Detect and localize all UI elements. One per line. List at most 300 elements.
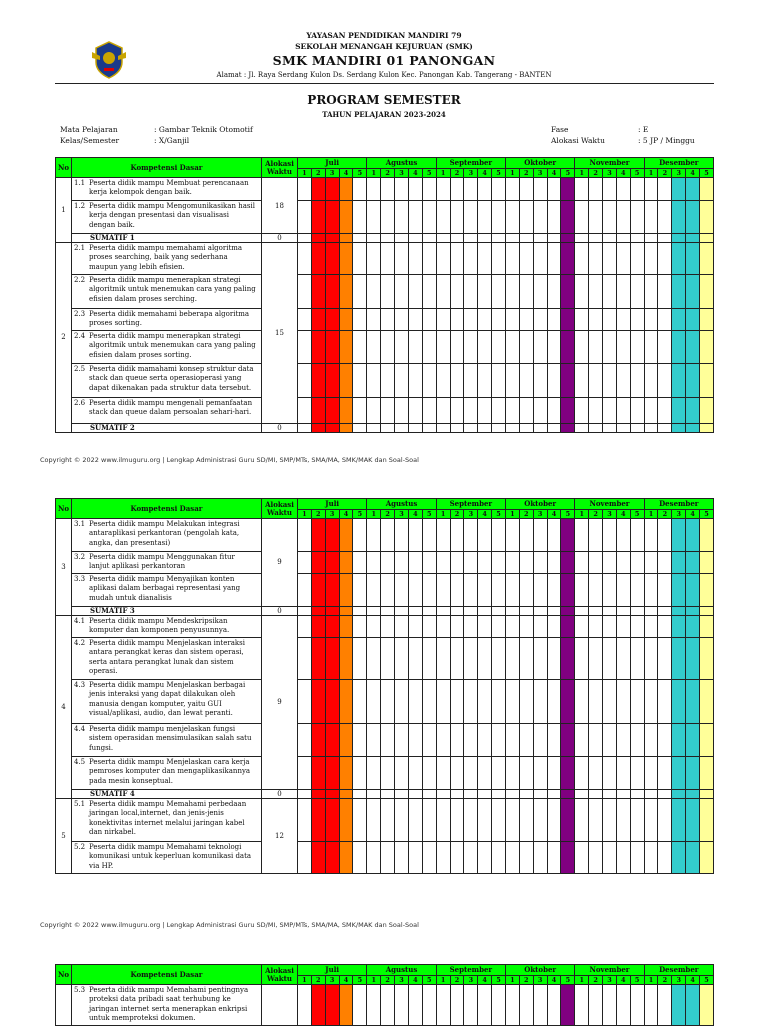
week-cell xyxy=(436,201,450,234)
week-cell xyxy=(561,789,575,798)
week-cell xyxy=(395,723,409,756)
week-cell xyxy=(339,201,353,234)
week-cell xyxy=(700,330,714,363)
week-cell xyxy=(325,723,339,756)
week-cell xyxy=(533,637,547,679)
week-cell xyxy=(630,573,644,606)
month-header: Desember xyxy=(644,965,713,976)
week-cell xyxy=(630,789,644,798)
week-cell xyxy=(561,615,575,637)
week-cell xyxy=(603,637,617,679)
week-cell xyxy=(492,519,506,552)
week-cell xyxy=(367,363,381,397)
week-cell xyxy=(464,243,478,275)
week-cell xyxy=(519,201,533,234)
week-cell xyxy=(408,423,422,432)
week-cell xyxy=(589,841,603,873)
kd-row xyxy=(56,841,714,873)
week-header: 2 xyxy=(658,169,672,178)
week-cell xyxy=(630,679,644,723)
week-cell xyxy=(644,330,658,363)
week-cell xyxy=(616,275,630,309)
col-no-header: No xyxy=(56,965,72,985)
week-cell xyxy=(616,234,630,243)
week-cell xyxy=(575,615,589,637)
week-cell xyxy=(630,756,644,789)
week-cell xyxy=(325,789,339,798)
kd-number: 5.1 xyxy=(74,799,86,808)
week-cell xyxy=(658,573,672,606)
week-cell xyxy=(603,756,617,789)
week-cell xyxy=(700,178,714,201)
week-cell xyxy=(506,606,520,615)
week-cell xyxy=(686,798,700,841)
week-cell xyxy=(311,798,325,841)
week-cell xyxy=(422,243,436,275)
week-cell xyxy=(519,606,533,615)
week-cell xyxy=(422,756,436,789)
kd-row xyxy=(56,363,714,397)
week-cell xyxy=(589,275,603,309)
week-cell xyxy=(464,798,478,841)
week-header: 1 xyxy=(506,169,520,178)
week-cell xyxy=(589,789,603,798)
week-cell xyxy=(381,637,395,679)
kd-cell xyxy=(72,178,262,201)
week-cell xyxy=(436,841,450,873)
week-cell xyxy=(450,985,464,1026)
kd-cell xyxy=(72,309,262,331)
week-cell xyxy=(575,789,589,798)
week-cell xyxy=(353,309,367,331)
week-cell xyxy=(422,201,436,234)
program-table-page-2 xyxy=(55,498,714,874)
week-cell xyxy=(298,243,312,275)
week-cell xyxy=(644,363,658,397)
week-cell xyxy=(298,397,312,423)
week-cell xyxy=(658,789,672,798)
kd-row xyxy=(56,637,714,679)
week-cell xyxy=(547,309,561,331)
month-header: Oktober xyxy=(506,499,575,510)
week-cell xyxy=(436,606,450,615)
week-cell xyxy=(561,985,575,1026)
week-cell xyxy=(658,397,672,423)
week-cell xyxy=(575,423,589,432)
week-cell xyxy=(672,679,686,723)
week-cell xyxy=(547,789,561,798)
week-cell xyxy=(436,178,450,201)
week-cell xyxy=(589,178,603,201)
week-cell xyxy=(658,330,672,363)
week-cell xyxy=(686,637,700,679)
week-cell xyxy=(547,756,561,789)
week-cell xyxy=(547,798,561,841)
week-header: 1 xyxy=(575,510,589,519)
week-cell xyxy=(672,552,686,574)
week-cell xyxy=(589,552,603,574)
week-cell xyxy=(700,552,714,574)
week-header: 3 xyxy=(464,976,478,985)
week-header: 1 xyxy=(436,169,450,178)
week-cell xyxy=(533,723,547,756)
week-cell xyxy=(464,552,478,574)
week-cell xyxy=(700,234,714,243)
week-cell xyxy=(367,309,381,331)
week-cell xyxy=(353,178,367,201)
week-cell xyxy=(686,234,700,243)
week-cell xyxy=(478,615,492,637)
week-cell xyxy=(700,615,714,637)
school-name: SMK MANDIRI 01 PANONGAN xyxy=(272,53,496,68)
week-cell xyxy=(367,756,381,789)
week-cell xyxy=(616,309,630,331)
week-cell xyxy=(464,756,478,789)
week-cell xyxy=(381,275,395,309)
week-cell xyxy=(644,679,658,723)
week-cell xyxy=(325,363,339,397)
week-cell xyxy=(339,178,353,201)
week-cell xyxy=(658,519,672,552)
week-cell xyxy=(381,723,395,756)
alokasi-value: : 5 JP / Minggu xyxy=(638,136,695,145)
week-cell xyxy=(311,243,325,275)
week-cell xyxy=(561,606,575,615)
week-cell xyxy=(422,397,436,423)
week-header: 5 xyxy=(492,976,506,985)
week-cell xyxy=(353,723,367,756)
week-cell xyxy=(492,606,506,615)
week-cell xyxy=(616,985,630,1026)
week-cell xyxy=(436,789,450,798)
week-header: 4 xyxy=(547,976,561,985)
week-header: 4 xyxy=(408,976,422,985)
week-cell xyxy=(464,723,478,756)
col-kd-header: Kompetensi Dasar xyxy=(72,499,262,519)
week-cell xyxy=(381,178,395,201)
week-cell xyxy=(603,309,617,331)
kd-row xyxy=(56,679,714,723)
kd-row xyxy=(56,552,714,574)
week-cell xyxy=(672,637,686,679)
week-cell xyxy=(311,275,325,309)
month-header: November xyxy=(575,158,644,169)
kd-number: 3.2 xyxy=(74,553,86,561)
week-cell xyxy=(575,234,589,243)
week-cell xyxy=(616,573,630,606)
week-cell xyxy=(533,552,547,574)
week-cell xyxy=(533,756,547,789)
week-header: 2 xyxy=(519,976,533,985)
week-cell xyxy=(506,201,520,234)
kd-cell xyxy=(72,201,262,234)
week-cell xyxy=(492,985,506,1026)
kd-cell xyxy=(72,243,262,275)
kd-number: 2.6 xyxy=(74,398,86,407)
kd-text: Peserta didik mampu menerapkan strategi algoritmik untuk menemukan cara yang paling efisien dalam proses serching. xyxy=(89,276,256,303)
week-cell xyxy=(422,330,436,363)
week-cell xyxy=(464,985,478,1026)
week-cell xyxy=(561,363,575,397)
week-cell xyxy=(311,201,325,234)
week-cell xyxy=(298,789,312,798)
week-cell xyxy=(353,519,367,552)
week-cell xyxy=(492,723,506,756)
week-cell xyxy=(395,363,409,397)
week-cell xyxy=(672,723,686,756)
sumatif-value: 0 xyxy=(262,606,298,615)
week-cell xyxy=(450,552,464,574)
kd-cell xyxy=(72,637,262,679)
week-cell xyxy=(658,178,672,201)
week-cell xyxy=(700,397,714,423)
kd-row xyxy=(56,178,714,201)
week-cell xyxy=(672,330,686,363)
week-cell xyxy=(436,723,450,756)
week-cell xyxy=(311,606,325,615)
week-cell xyxy=(367,243,381,275)
week-cell xyxy=(589,201,603,234)
fase-value: : E xyxy=(638,125,649,134)
week-cell xyxy=(353,275,367,309)
week-cell xyxy=(478,606,492,615)
week-cell xyxy=(325,243,339,275)
week-header: 1 xyxy=(367,169,381,178)
week-cell xyxy=(630,363,644,397)
month-header: Agustus xyxy=(367,965,436,976)
week-cell xyxy=(478,330,492,363)
week-cell xyxy=(408,275,422,309)
week-cell xyxy=(450,606,464,615)
kd-cell xyxy=(72,330,262,363)
week-cell xyxy=(381,552,395,574)
week-cell xyxy=(395,756,409,789)
week-cell xyxy=(603,234,617,243)
week-cell xyxy=(658,201,672,234)
week-cell xyxy=(589,606,603,615)
week-cell xyxy=(450,789,464,798)
kd-text: Peserta didik mampu Menyajikan konten aplikasi dalam berbagai representasi yang mudah untuk dianalisis xyxy=(89,574,241,602)
week-cell xyxy=(436,243,450,275)
week-cell xyxy=(686,723,700,756)
week-cell xyxy=(408,234,422,243)
copyright-2: Copyright © 2022 www.ilmuguru.org | Lengkap Administrasi Guru SD/MI, SMP/MTs, SMA/MA, SMK/MAK dan Soal-Soal xyxy=(40,921,419,929)
kd-cell xyxy=(72,841,262,873)
week-cell xyxy=(478,841,492,873)
week-cell xyxy=(325,798,339,841)
week-cell xyxy=(450,363,464,397)
week-cell xyxy=(450,234,464,243)
week-cell xyxy=(298,723,312,756)
week-cell xyxy=(519,275,533,309)
week-cell xyxy=(686,178,700,201)
week-cell xyxy=(450,519,464,552)
week-cell xyxy=(381,423,395,432)
week-cell xyxy=(492,275,506,309)
col-no-header: No xyxy=(56,499,72,519)
week-cell xyxy=(589,234,603,243)
week-cell xyxy=(700,573,714,606)
week-cell xyxy=(325,234,339,243)
week-cell xyxy=(395,679,409,723)
week-cell xyxy=(478,519,492,552)
week-cell xyxy=(533,275,547,309)
week-cell xyxy=(519,330,533,363)
week-cell xyxy=(408,615,422,637)
week-cell xyxy=(506,275,520,309)
week-cell xyxy=(616,552,630,574)
week-cell xyxy=(672,573,686,606)
foundation-name: YAYASAN PENDIDIKAN MANDIRI 79 xyxy=(306,31,462,40)
week-cell xyxy=(436,519,450,552)
kd-number: 4.4 xyxy=(74,724,86,733)
week-header: 2 xyxy=(381,976,395,985)
week-cell xyxy=(533,178,547,201)
week-cell xyxy=(644,423,658,432)
week-cell xyxy=(658,723,672,756)
week-cell xyxy=(616,637,630,679)
week-cell xyxy=(408,841,422,873)
week-cell xyxy=(575,243,589,275)
week-cell xyxy=(533,363,547,397)
week-cell xyxy=(339,423,353,432)
week-cell xyxy=(672,309,686,331)
week-cell xyxy=(519,519,533,552)
week-cell xyxy=(700,789,714,798)
col-alokasi-header: Alokasi Waktu xyxy=(262,499,298,519)
week-cell xyxy=(547,363,561,397)
week-cell xyxy=(298,234,312,243)
kd-number: 2.3 xyxy=(74,310,86,318)
week-cell xyxy=(686,519,700,552)
week-cell xyxy=(700,309,714,331)
week-cell xyxy=(422,789,436,798)
week-header: 4 xyxy=(686,169,700,178)
week-cell xyxy=(381,606,395,615)
week-cell xyxy=(464,397,478,423)
week-cell xyxy=(672,798,686,841)
week-cell xyxy=(478,723,492,756)
week-header: 1 xyxy=(367,510,381,519)
week-header: 3 xyxy=(325,510,339,519)
week-cell xyxy=(547,552,561,574)
week-cell xyxy=(478,178,492,201)
week-cell xyxy=(492,178,506,201)
week-cell xyxy=(450,615,464,637)
week-cell xyxy=(298,985,312,1026)
week-cell xyxy=(492,243,506,275)
week-cell xyxy=(395,275,409,309)
week-header: 2 xyxy=(519,169,533,178)
month-header: Agustus xyxy=(367,158,436,169)
page-title: PROGRAM SEMESTER xyxy=(307,93,461,107)
week-cell xyxy=(325,573,339,606)
week-cell xyxy=(464,309,478,331)
month-header: November xyxy=(575,499,644,510)
week-cell xyxy=(353,423,367,432)
month-header: Juli xyxy=(298,499,367,510)
week-cell xyxy=(603,798,617,841)
week-cell xyxy=(339,573,353,606)
week-cell xyxy=(589,615,603,637)
week-cell xyxy=(700,519,714,552)
week-cell xyxy=(630,397,644,423)
week-cell xyxy=(575,178,589,201)
week-cell xyxy=(298,275,312,309)
week-cell xyxy=(672,841,686,873)
week-cell xyxy=(533,234,547,243)
week-cell xyxy=(492,201,506,234)
week-cell xyxy=(630,552,644,574)
week-cell xyxy=(311,615,325,637)
week-cell xyxy=(616,363,630,397)
kd-text: Peserta didik mampu Menjelaskan cara kerja pemroses komputer dan mengaplikasikannya pada mesin konseptual. xyxy=(89,757,251,785)
week-cell xyxy=(381,573,395,606)
week-cell xyxy=(381,841,395,873)
week-cell xyxy=(381,201,395,234)
kd-cell xyxy=(72,985,262,1026)
week-cell xyxy=(492,363,506,397)
week-cell xyxy=(339,234,353,243)
week-cell xyxy=(325,841,339,873)
week-cell xyxy=(658,985,672,1026)
week-cell xyxy=(519,397,533,423)
kd-cell xyxy=(72,519,262,552)
week-cell xyxy=(672,243,686,275)
week-cell xyxy=(686,985,700,1026)
week-cell xyxy=(353,363,367,397)
week-cell xyxy=(686,552,700,574)
kd-cell xyxy=(72,363,262,397)
week-cell xyxy=(339,275,353,309)
week-cell xyxy=(395,423,409,432)
kd-number: 3.3 xyxy=(74,574,86,583)
week-header: 3 xyxy=(395,510,409,519)
week-cell xyxy=(395,573,409,606)
week-cell xyxy=(644,606,658,615)
week-cell xyxy=(644,615,658,637)
week-cell xyxy=(700,243,714,275)
week-cell xyxy=(450,756,464,789)
week-header: 5 xyxy=(630,510,644,519)
week-cell xyxy=(408,243,422,275)
week-header: 5 xyxy=(353,976,367,985)
week-cell xyxy=(422,309,436,331)
month-header: Juli xyxy=(298,158,367,169)
group-number: 3 xyxy=(56,519,72,616)
week-cell xyxy=(408,756,422,789)
week-cell xyxy=(353,985,367,1026)
week-header: 3 xyxy=(603,976,617,985)
week-header: 2 xyxy=(450,976,464,985)
week-cell xyxy=(630,606,644,615)
sumatif-label: SUMATIF 1 xyxy=(72,234,262,243)
kd-text: Peserta didik mampu Melakukan integrasi antaraplikasi perkantoran (pengolah kata, angka, dan presentasi) xyxy=(89,520,240,547)
week-header: 4 xyxy=(478,976,492,985)
week-cell xyxy=(547,679,561,723)
week-cell xyxy=(533,679,547,723)
week-cell xyxy=(367,679,381,723)
week-cell xyxy=(700,275,714,309)
month-header: September xyxy=(436,499,505,510)
week-cell xyxy=(353,201,367,234)
kd-row xyxy=(56,985,714,1026)
week-cell xyxy=(381,363,395,397)
week-cell xyxy=(506,519,520,552)
col-kd-header: Kompetensi Dasar xyxy=(72,158,262,178)
week-cell xyxy=(492,637,506,679)
week-cell xyxy=(616,723,630,756)
